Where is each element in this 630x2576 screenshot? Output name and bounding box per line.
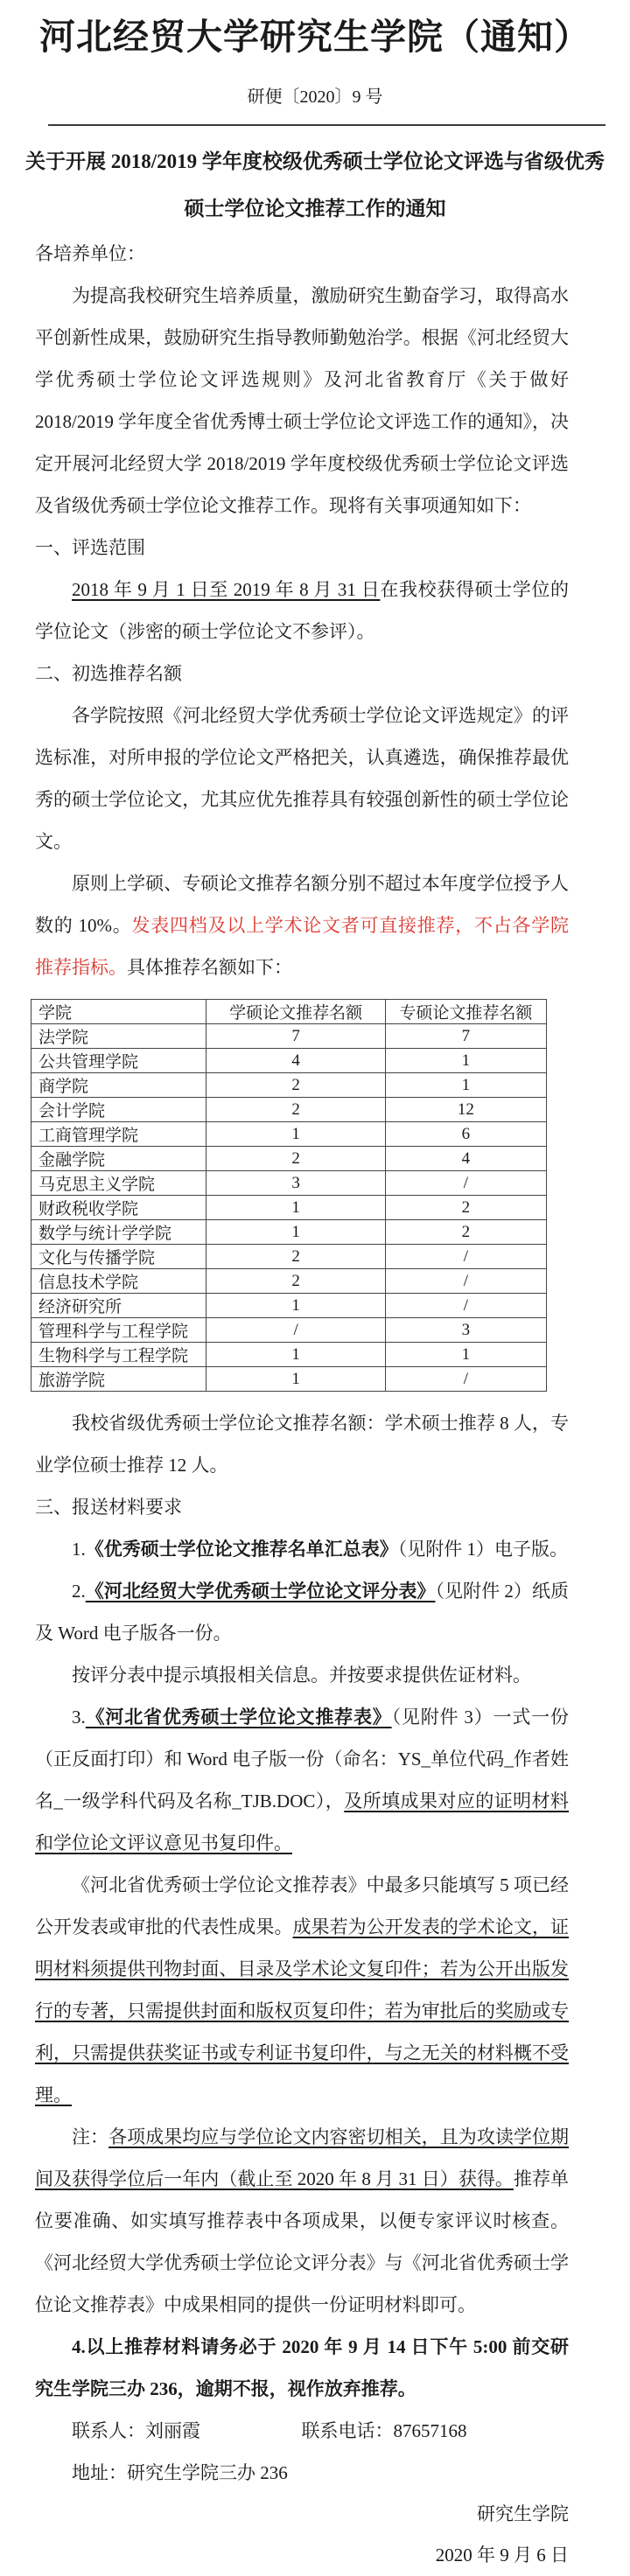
text-run: 《河北经贸大学优秀硕士学位论文评分表》 <box>85 1581 436 1602</box>
table-cell: 4 <box>385 1147 546 1171</box>
material-item-3 <box>35 1696 569 1864</box>
table-cell: 1 <box>206 1196 385 1220</box>
table-cell: 文化与传播学院 <box>32 1245 206 1269</box>
table-row <box>32 1171 547 1196</box>
table-cell: 公共管理学院 <box>32 1049 206 1073</box>
body-section-2 <box>0 1402 630 2410</box>
table-cell: 2 <box>206 1245 385 1269</box>
table-cell: 会计学院 <box>32 1098 206 1122</box>
table-cell: 7 <box>206 1024 385 1049</box>
paragraph <box>35 275 569 527</box>
subject-title <box>0 138 630 233</box>
table-cell: / <box>385 1269 546 1294</box>
paragraph <box>35 695 569 862</box>
text-run: （见附件 1）电子版。 <box>397 1539 568 1560</box>
text-run: 具体推荐名额如下： <box>127 957 292 978</box>
table-row <box>32 1343 547 1367</box>
paragraph <box>35 862 569 988</box>
table-cell: 金融学院 <box>32 1147 206 1171</box>
text-run: 二、初选推荐名额 <box>35 663 182 684</box>
text-run: 三、报送材料要求 <box>35 1497 182 1518</box>
text-run: 《河北省优秀硕士学位论文推荐表》 <box>85 1707 392 1728</box>
table-row <box>32 1098 547 1122</box>
section-heading-3 <box>35 1486 569 1528</box>
table-row <box>32 1122 547 1147</box>
table-cell: 1 <box>206 1294 385 1318</box>
table-header-row <box>32 1000 547 1024</box>
table-cell: 财政税收学院 <box>32 1196 206 1220</box>
text-run: 各学院按照《河北经贸大学优秀硕士学位论文评选规定》的评选标准，对所申报的学位论文严格把关，认真遴选，确保推荐最优秀的硕士学位论文，尤其应优先推荐具有较强创新性的硕士学位论文。 <box>35 705 569 852</box>
table-row <box>32 1024 547 1049</box>
table-cell: 7 <box>385 1024 546 1049</box>
table-cell: / <box>385 1367 546 1392</box>
signature-date: 2020 年 9 月 6 日 <box>435 2545 569 2566</box>
text-run: （见附件 3）一式一份（正反面打印）和 Word 电子版一份（命名：YS_单位代码_作者姓名_一级学科代码及名称_TJB.DOC）， <box>35 1707 570 1812</box>
text-run: 2018 年 9 月 1 日至 2019 年 8 月 31 日 <box>72 579 381 600</box>
document-title: 河北经贸大学研究生学院（通知） <box>39 17 591 57</box>
subject-line-1: 关于开展 2018/2019 学年度校级优秀硕士学位论文评选与省级优秀 <box>25 150 605 172</box>
text-run: 《河北省优秀硕士学位论文推荐表》中最多只能填写 5 项已经公开发表或审批的代表性成果。 <box>35 1874 569 1937</box>
table-cell: 1 <box>206 1367 385 1392</box>
table-cell: 3 <box>206 1171 385 1196</box>
table-cell: 1 <box>206 1343 385 1367</box>
text-run: 2. <box>72 1581 86 1602</box>
signature-block <box>0 2494 630 2576</box>
contact-address-label: 地址： <box>72 2462 127 2483</box>
text-run: 一、评选范围 <box>35 537 145 558</box>
table-cell: 2 <box>206 1269 385 1294</box>
table-cell: 2 <box>206 1073 385 1098</box>
doc-number: 研便〔2020〕9 号 <box>247 87 383 107</box>
text-run: 原则上学硕、专硕论文推荐名额分别不超过本年度学位授予人数的 10%。 <box>35 873 569 936</box>
paragraph <box>35 1402 569 1486</box>
address-line <box>35 2452 569 2494</box>
table-cell: 数学与统计学学院 <box>32 1220 206 1245</box>
table-header-college: 学院 <box>32 1000 206 1024</box>
contact-person-label: 联系人： <box>72 2420 145 2441</box>
contact-address-value: 研究生学院三办 236 <box>127 2462 288 2483</box>
body-section-1 <box>0 233 630 988</box>
table-cell: / <box>385 1294 546 1318</box>
table-cell: 商学院 <box>32 1073 206 1098</box>
table-cell: 12 <box>385 1098 546 1122</box>
salutation <box>35 233 569 275</box>
material-item-4 <box>35 2326 569 2410</box>
table-row <box>32 1294 547 1318</box>
paragraph <box>35 569 569 653</box>
contact-phone-label: 联系电话： <box>301 2420 394 2441</box>
text-run: 推荐单位要准确、如实填写推荐表中各项成果，以便专家评议时核查。《河北经贸大学优秀硕士学位论文评分表》与《河北省优秀硕士学位论文推荐表》中成果相同的提供一份证明材料即可。 <box>35 2168 570 2315</box>
section-heading-1 <box>35 527 569 569</box>
contact-phone-number: 87657168 <box>393 2420 467 2441</box>
text-run: 为提高我校研究生培养质量，激励研究生勤奋学习，取得高水平创新性成果，鼓励研究生指导教师勤勉治学。根据《河北经贸大学优秀硕士学位论文评选规则》及河北省教育厅《关于做好 2018/2019 学年度全省优秀博士硕士学位论文评选工作的通知》，决定开展河北经贸大学 2018/2019 学年度校级优秀硕士学位论文评选及省级优秀硕士学位论文推荐工作。现将有关事项通知如下： <box>35 285 569 516</box>
paragraph <box>35 1864 569 2116</box>
note-paragraph <box>35 2116 569 2326</box>
paragraph <box>35 1654 569 1696</box>
table-cell: / <box>385 1245 546 1269</box>
text-run: 3. <box>72 1707 86 1728</box>
text-run: 成果若为公开发表的学术论文，证明材料须提供刊物封面、目录及学术论文复印件；若为公开出版发行的专著，只需提供封面和版权页复印件；若为审批后的奖励或专利，只需提供获奖证书或专利证书复印件，与之无关的材料概不受理。 <box>35 1916 569 2105</box>
material-item-1 <box>35 1528 569 1570</box>
quota-table <box>31 999 547 1392</box>
table-cell: 4 <box>206 1049 385 1073</box>
contact-line <box>35 2410 569 2452</box>
subject-line-2: 硕士学位论文推荐工作的通知 <box>184 198 446 220</box>
table-cell: 1 <box>385 1343 546 1367</box>
text-run: 4.以上推荐材料请务必于 2020 年 9 月 14 日下午 5:00 前交研究生学院三办 236，逾期不报，视作放弃推荐。 <box>35 2336 569 2399</box>
table-row <box>32 1220 547 1245</box>
table-cell: / <box>206 1318 385 1343</box>
table-cell: / <box>385 1171 546 1196</box>
table-cell: 信息技术学院 <box>32 1269 206 1294</box>
table-header-academic-quota: 学硕论文推荐名额 <box>206 1000 385 1024</box>
text-run: 各项成果均应与学位论文内容密切相关，且为攻读学位期间及获得学位后一年内（截止至 2020 年 8 月 31 日）获得。 <box>35 2126 569 2189</box>
table-cell: 6 <box>385 1122 546 1147</box>
table-row <box>32 1318 547 1343</box>
text-run: 我校省级优秀硕士学位论文推荐名额：学术硕士推荐 8 人，专业学位硕士推荐 12 人。 <box>35 1413 569 1476</box>
table-cell: 3 <box>385 1318 546 1343</box>
section-heading-2 <box>35 653 569 695</box>
table-cell: 1 <box>385 1073 546 1098</box>
text-run: 《优秀硕士学位论文推荐名单汇总表》 <box>85 1539 398 1560</box>
table-cell: 1 <box>206 1122 385 1147</box>
contact-person-name: 刘丽霞 <box>145 2420 200 2441</box>
contact-block <box>0 2410 630 2494</box>
table-cell: 旅游学院 <box>32 1367 206 1392</box>
table-cell: 马克思主义学院 <box>32 1171 206 1196</box>
text-run: 按评分表中提示填报相关信息。并按要求提供佐证材料。 <box>72 1665 531 1686</box>
table-cell: 2 <box>206 1147 385 1171</box>
table-cell: 1 <box>385 1049 546 1073</box>
text-run: 发表四档及以上学术论文者可直接推荐，不占各学院推荐指标。 <box>35 915 569 978</box>
text-run: 1. <box>72 1539 86 1560</box>
table-cell: 工商管理学院 <box>32 1122 206 1147</box>
signature-org: 研究生学院 <box>477 2503 569 2524</box>
table-cell: 管理科学与工程学院 <box>32 1318 206 1343</box>
table-row <box>32 1245 547 1269</box>
text-run: 在我校获得硕士学位的学位论文（涉密的硕士学位论文不参评）。 <box>35 579 570 642</box>
text-run: 及所填成果对应的证明材料和学位论文评议意见书复印件。 <box>35 1791 570 1853</box>
table-row <box>32 1196 547 1220</box>
table-cell: 法学院 <box>32 1024 206 1049</box>
table-row <box>32 1147 547 1171</box>
table-cell: 生物科学与工程学院 <box>32 1343 206 1367</box>
table-cell: 经济研究所 <box>32 1294 206 1318</box>
material-item-2 <box>35 1570 569 1654</box>
table-row <box>32 1367 547 1392</box>
text-run: （见附件 2）纸质及 Word 电子版各一份。 <box>35 1581 570 1644</box>
table-row <box>32 1049 547 1073</box>
table-row <box>32 1269 547 1294</box>
table-cell: 2 <box>385 1196 546 1220</box>
table-cell: 2 <box>385 1220 546 1245</box>
table-cell: 1 <box>206 1220 385 1245</box>
text-run: 注： <box>72 2126 109 2147</box>
table-row <box>32 1073 547 1098</box>
table-cell: 2 <box>206 1098 385 1122</box>
text-run: 各培养单位： <box>35 243 145 264</box>
table-header-professional-quota: 专硕论文推荐名额 <box>385 1000 546 1024</box>
header-rule <box>48 124 606 126</box>
